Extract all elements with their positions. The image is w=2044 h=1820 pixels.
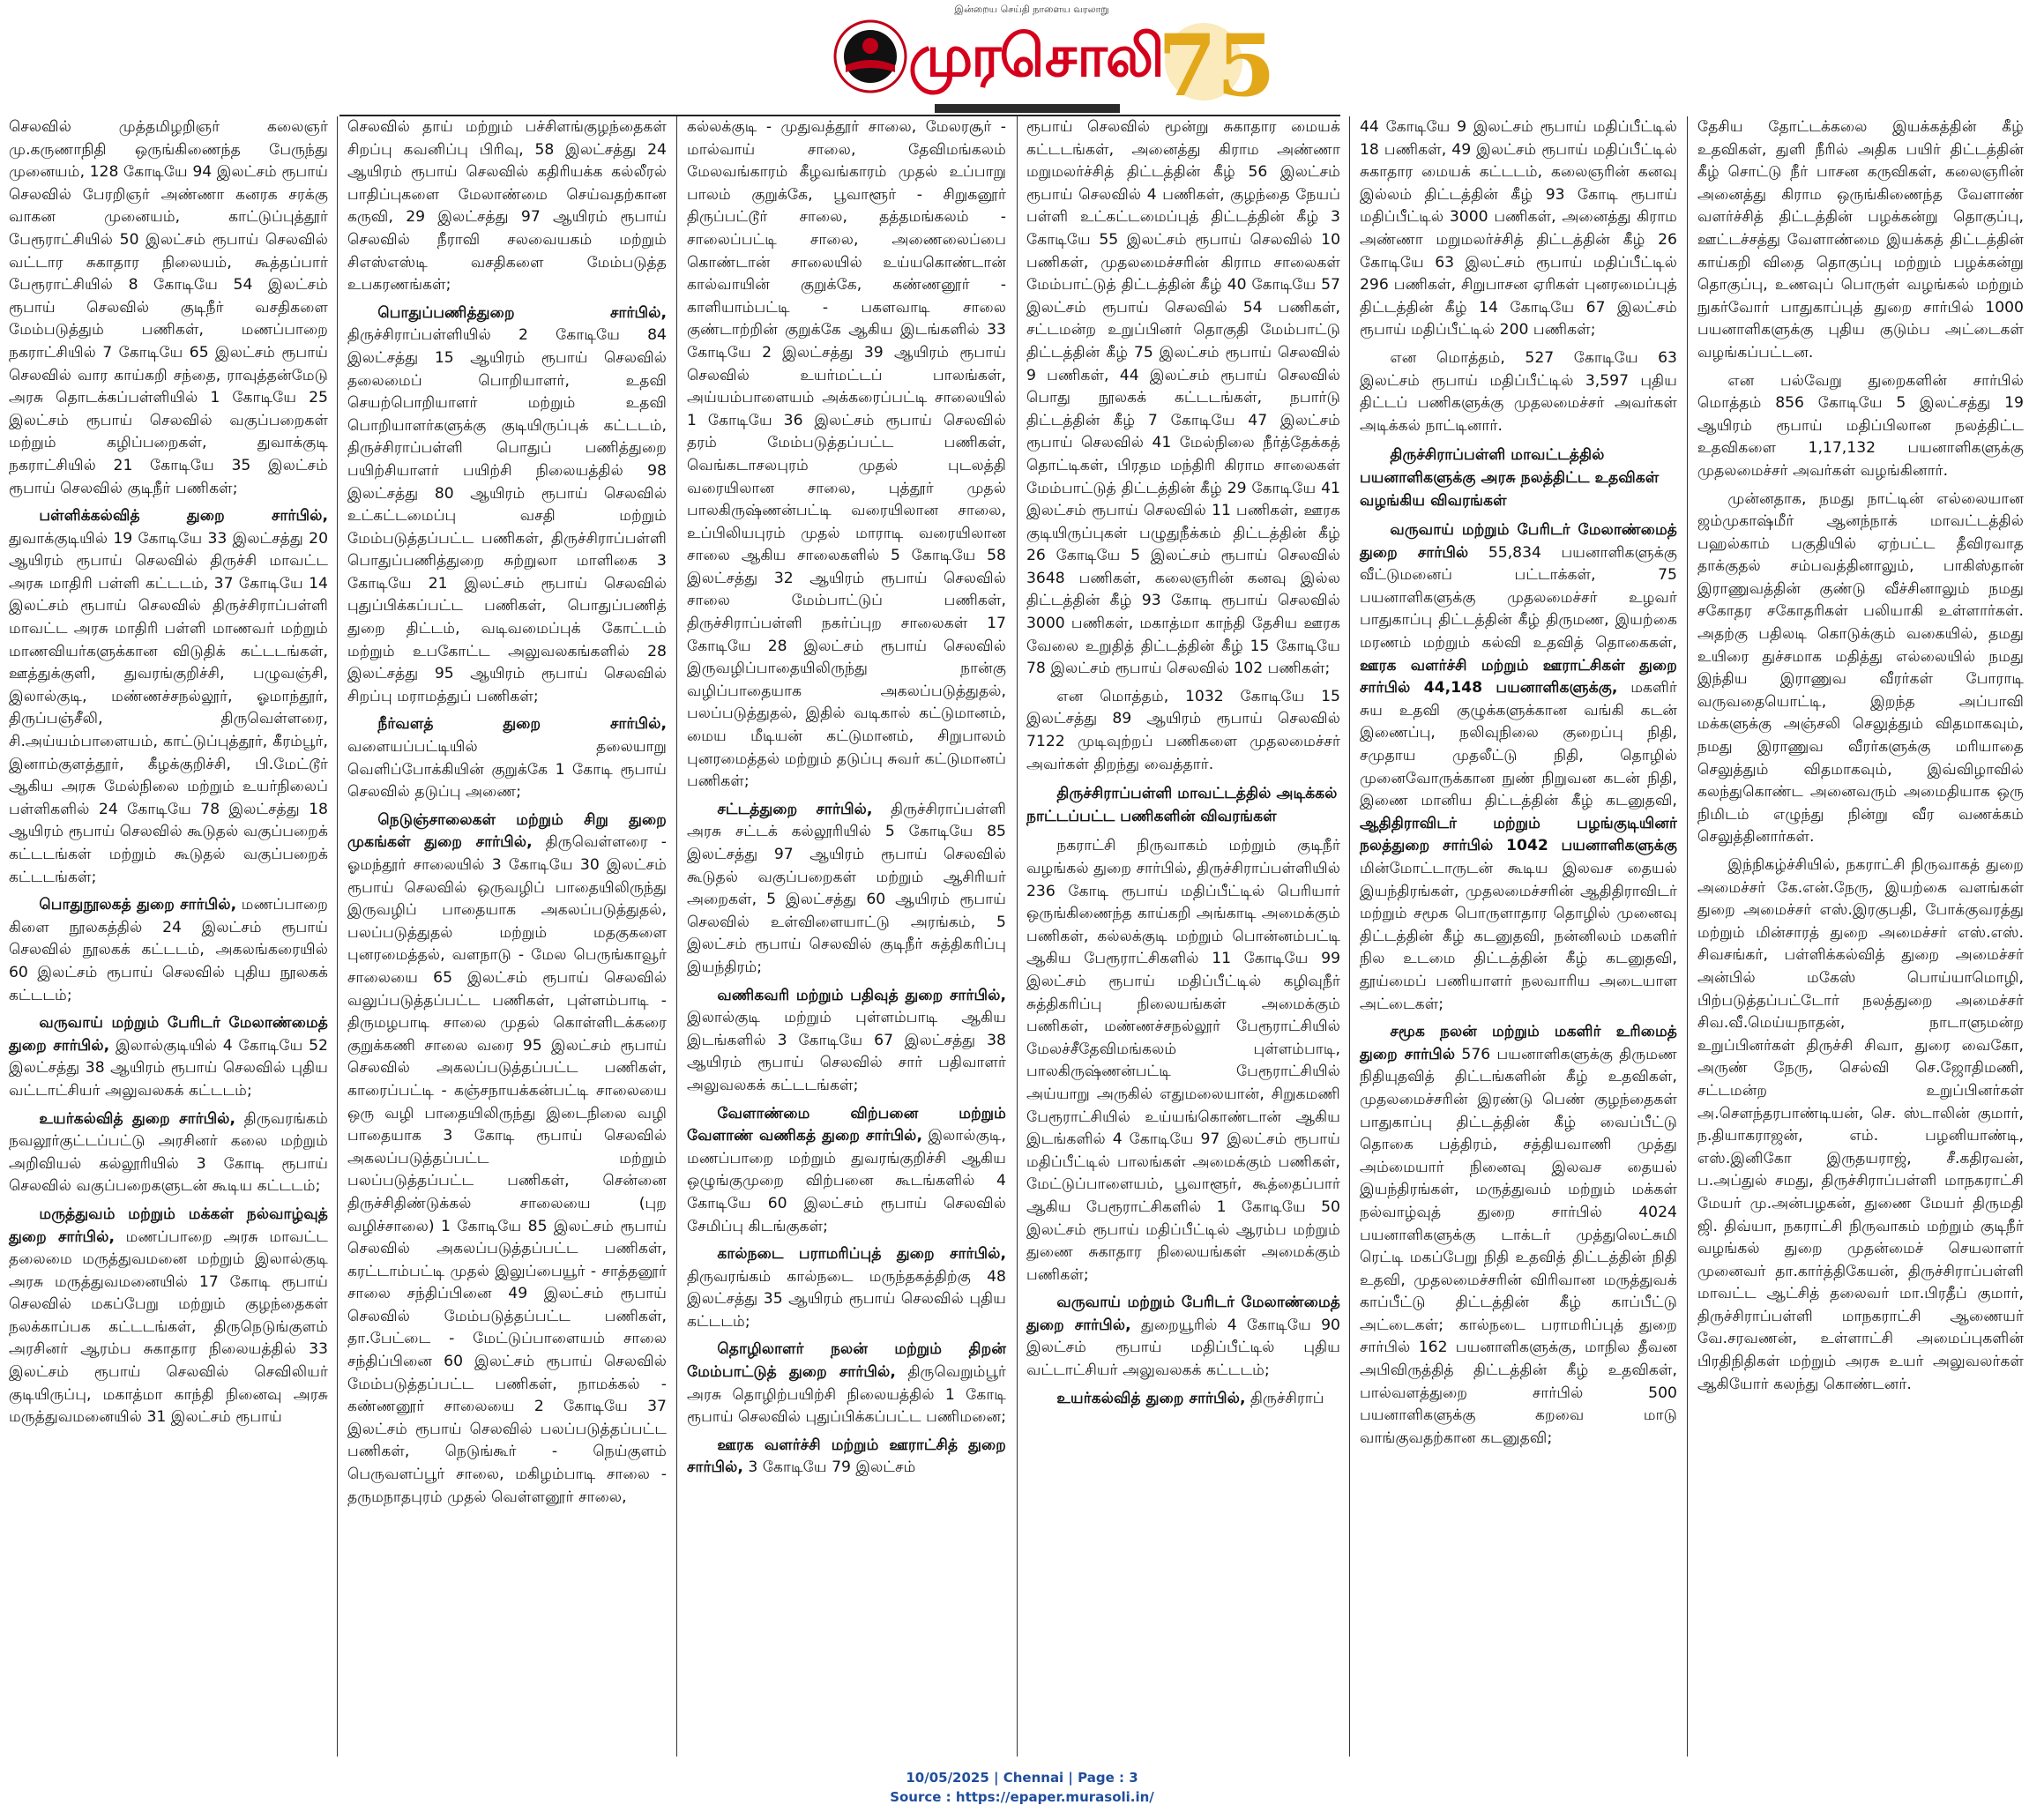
paragraph: ஊரக வளர்ச்சி மற்றும் ஊராட்சித் துறை சார்பில், 3 கோடியே 79 இலட்சம்: [687, 1436, 1006, 1477]
column-divider: [1017, 116, 1018, 1757]
paragraph: வருவாய் மற்றும் பேரிடர் மேலாண்மைத் துறை சார்பில், இலால்குடியில் 4 கோடியே 52 இலட்சத்து 38 ஆயிரம் ரூபாய் செலவில் புதிய வட்டாட்சியர் அலுவலகக் கட்டடம்;: [9, 1014, 328, 1100]
paragraph: என பல்வேறு துறைகளின் சார்பில் மொத்தம் 856 கோடியே 5 இலட்சத்து 19 ஆயிரம் ரூபாய் மதிப்பிலான நலத்திட்ட உதவிகளை 1,17,132 பயனாளிகளுக்கு முதலமைச்சர் அவர்கள் வழங்கினார்.: [1697, 371, 2024, 480]
column-divider: [1687, 116, 1688, 1757]
article-column-4: [1026, 116, 1340, 1757]
paragraph: வருவாய் மற்றும் பேரிடர் மேலாண்மைத் துறை சார்பில் 55,834 பயனாளிகளுக்கு வீட்டுமனைப் பட்டாக்கள், 75 பயனாளிகளுக்கு முதலமைச்சர் உழவர் பாதுகாப்பு திட்டத்தின் கீழ் திருமண, இயற்கை மரணம் மற்றும் கல்வி உதவித் தொகைகள், ஊரக வளர்ச்சி மற்றும் ஊராட்சிகள் துறை சார்பில் 44,148 பயனாளிகளுக்கு, மகளிர் சுய உதவி குழுக்களுக்கான வங்கி கடன் இணைப்பு, நலிவுநிலை குறைப்பு நிதி, சமுதாய முதலீட்டு நிதி, தொழில் முனைவோருக்கான நுண் நிறுவன கடன் நிதி, இணை மானிய திட்டத்தின் கீழ் கடனுதவி, ஆதிதிராவிடர் மற்றும் பழங்குடியினர் நலத்துறை சார்பில் 1042 பயனாளிகளுக்கு மின்மோட்டாருடன் கூடிய இலவச தையல் இயந்திரங்கள், முதலமைச்சரின் ஆதிதிராவிடர் மற்றும் சமூக பொருளாதார தொழில் முனைவு திட்டத்தின் கீழ் கடனுதவி, நன்னிலம் மகளிர் நில உடமை திட்டத்தின் கீழ் கடனுதவி, தூய்மைப் பணியாளர் நலவாரிய அடையாள அட்டைகள்;: [1360, 521, 1677, 1013]
masthead-logo: முரசொலி: [908, 22, 1163, 90]
paragraph: முன்னதாக, நமது நாட்டின் எல்லையான ஜம்முகாஷ்மீர் ஆனந்நாக் மாவட்டத்தில் பஹல்காம் பகுதியில் ஏற்பட்ட தீவிரவாத தாக்குதல் சம்பவத்தினாலும், பாகிஸ்தான் இராணுவத்தின் குண்டு வீச்சினாலும் நமது சகோதர சகோதரிகள் பலியாகி உள்ளார்கள். அதற்கு பதிலடி கொடுக்கும் வகையில், தமது உயிரை துச்சமாக மதித்து எல்லையில் நமது இந்திய இராணுவ வீரர்கள் போராடி வருவதையொட்டி, இறந்த அப்பாவி மக்களுக்கு அஞ்சலி செலுத்தும் விதமாகவும், நமது இராணுவ வீரர்களுக்கு மரியாதை செலுத்தும் விதமாகவும், இவ்விழாவில் கலந்துகொண்ட அனைவரும் அமைதியாக ஒரு நிமிடம் எழுந்து நின்று வீர வணக்கம் செலுத்தினார்கள்.: [1697, 489, 2024, 847]
paragraph: சட்டத்துறை சார்பில், திருச்சிராப்பள்ளி அரசு சட்டக் கல்லூரியில் 5 கோடியே 85 இலட்சத்து 97 ஆயிரம் ரூபாய் செலவில் கூடுதல் வகுப்பறைகள் மற்றும் ஆசிரியர் அறைகள், 5 இலட்சத்து 60 ஆயிரம் ரூபாய் செலவில் உள்விளையாட்டு அரங்கம், 5 இலட்சம் ரூபாய் செலவில் குடிநீர் சுத்திகரிப்பு இயந்திரம்;: [687, 800, 1007, 976]
masthead-tagline: இன்றைய செய்தி நாளைய வரலாறு: [954, 4, 1109, 15]
paragraph: ரூபாய் செலவில் மூன்று சுகாதார மையக் கட்டடங்கள், அனைத்து கிராம அண்ணா மறுமலர்ச்சித் திட்டத்தின் கீழ் 56 இலட்சம் ரூபாய் செலவில் 4 பணிகள், குழந்தை நேயப் பள்ளி உட்கட்டமைப்புத் திட்டத்தின் கீழ் 3 கோடியே 55 இலட்சம் ரூபாய் செலவில் 10 பணிகள், முதலமைச்சரின் கிராம சாலைகள் மேம்பாட்டுத் திட்டத்தின் கீழ் 40 கோடியே 57 இலட்சம் ரூபாய் செலவில் 54 பணிகள், சட்டமன்ற உறுப்பினர் தொகுதி மேம்பாட்டு திட்டத்தின் கீழ் 75 இலட்சம் ரூபாய் செலவில் 9 பணிகள், 44 இலட்சம் ரூபாய் செலவில் பொது நூலகக் கட்டடங்கள், நபார்டு திட்டத்தின் கீழ் 7 கோடியே 47 இலட்சம் ரூபாய் செலவில் 41 மேல்நிலை நீர்த்தேக்கத் தொட்டிகள், பிரதம மந்திரி கிராம சாலைகள் மேம்பாட்டுத் திட்டத்தின் கீழ் 29 கோடியே 41 இலட்சம் ரூபாய் செலவில் 11 பணிகள், ஊரக குடியிருப்புகள் பழுதுநீக்கம் திட்டத்தின் கீழ் 26 கோடியே 5 இலட்சம் ரூபாய் செலவில் 3648 பணிகள், கலைஞரின் கனவு இல்ல திட்டத்தின் கீழ் 93 கோடி ரூபாய் செலவில் 3000 பணிகள், மகாத்மா காந்தி தேசிய ஊரக வேலை உறுதித் திட்டத்தின் கீழ் 15 கோடியே 78 இலட்சம் ரூபாய் செலவில் 102 பணிகள்;: [1026, 118, 1340, 678]
logo-underline: [935, 104, 1120, 113]
column-divider: [676, 116, 677, 1757]
paragraph: வேளாண்மை விற்பனை மற்றும் வேளாண் வணிகத் துறை சார்பில், இலால்குடி, மணப்பாறை மற்றும் துவரங்குறிச்சி ஆகிய ஒழுங்குமுறை விற்பனை கூடங்களில் 4 கோடியே 60 இலட்சம் ரூபாய் செலவில் சேமிப்பு கிடங்குகள்;: [687, 1104, 1006, 1235]
paragraph: தேசிய தோட்டக்கலை இயக்கத்தின் கீழ் உதவிகள், துளி நீரில் அதிக பயிர் திட்டத்தின் கீழ் சொட்டு நீர் பாசன கருவிகள், கலைஞரின் அனைத்து கிராம ஒருங்கிணைந்த வேளாண் வளர்ச்சித் திட்டத்தின் பழக்கன்று தொகுப்பு, ஊட்டச்சத்து வேளாண்மை இயக்கத் திட்டத்தின் காய்கறி விதை தொகுப்பு மற்றும் பழக்கன்று தொகுப்பு, உணவுப் பொருள் வழங்கல் மற்றும் நுகர்வோர் பாதுகாப்புத் துறை சார்பில் 1000 பயனாளிகளுக்கு புதிய குடும்ப அட்டைகள் வழங்கப்பட்டன.: [1697, 118, 2024, 362]
article-column-6: [1697, 116, 2024, 1757]
article-column-5: [1360, 116, 1677, 1757]
masthead: [0, 0, 2044, 119]
section-heading: திருச்சிராப்பள்ளி மாவட்டத்தில் அடிக்கல் நாட்டப்பட்ட பணிகளின் விவரங்கள்: [1026, 785, 1338, 825]
paragraph: கால்நடை பராமரிப்புத் துறை சார்பில், திருவரங்கம் கால்நடை மருந்தகத்திற்கு 48 இலட்சத்து 35 ஆயிரம் ரூபாய் செலவில் புதிய கட்டடம்;: [687, 1245, 1006, 1331]
article-column-1: [9, 116, 328, 1757]
paragraph: பொதுப்பணித்துறை சார்பில், திருச்சிராப்பள்ளியில் 2 கோடியே 84 இலட்சத்து 15 ஆயிரம் ரூபாய் செலவில் தலைமைப் பொறியாளர், உதவி செயற்பொறியாளர் மற்றும் உதவி பொறியாளர்களுக்கு குடியிருப்புக் கட்டடம், திருச்சிராப்பள்ளி பொதுப் பணித்துறை பயிற்சியாளர் பயிற்சி நிலையத்தில் 98 இலட்சத்து 80 ஆயிரம் ரூபாய் செலவில் உட்கட்டமைப்பு வசதி மற்றும் மேம்படுத்தப்பட்ட பணிகள், திருச்சிராப்பள்ளி பொதுப்பணித்துறை சுற்றுலா மாளிகை 3 கோடியே 21 இலட்சம் ரூபாய் செலவில் புதுப்பிக்கப்பட்ட பணிகள், பொதுப்பணித் துறை திட்டம், வடிவமைப்புக் கோட்டம் மற்றும் உபகோட்ட அலுவலகங்களில் 28 இலட்சத்து 95 ஆயிரம் ரூபாய் செலவில் சிறப்பு மராமத்துப் பணிகள்;: [347, 303, 667, 705]
paragraph: செலவில் தாய் மற்றும் பச்சிளங்குழந்தைகள் சிறப்பு கவனிப்பு பிரிவு, 58 இலட்சத்து 24 ஆயிரம் ரூபாய் செலவில் கதிரியக்க கல்லீரல் பாதிப்புகளை மேலாண்மை செய்வதற்கான கருவி, 29 இலட்சத்து 97 ஆயிரம் ரூபாய் செலவில் நீராவி சலவையகம் மற்றும் சிஎஸ்எஸ்டி வசதிகளை மேம்படுத்த உபகரணங்கள்;: [347, 118, 667, 295]
paragraph: உயர்கல்வித் துறை சார்பில், திருவரங்கம் நவலூர்குட்டப்பட்டு அரசினர் கலை மற்றும் அறிவியல் கல்லூரியில் 3 கோடி ரூபாய் செலவில் வகுப்பறைகளுடன் கூடிய கட்டடம்;: [9, 1109, 329, 1196]
paragraph: சமூக நலன் மற்றும் மகளிர் உரிமைத் துறை சார்பில் 576 பயனாளிகளுக்கு திருமண நிதியுதவித் திட்டங்களின் கீழ் உதவிகள், முதலமைச்சரின் இரண்டு பெண் குழந்தைகள் பாதுகாப்பு திட்டத்தின் கீழ் வைப்பீட்டு தொகை பத்திரம், சத்தியவாணி முத்து அம்மையார் நினைவு இலவச தையல் இயந்திரங்கள், மருத்துவம் மற்றும் மக்கள் நல்வாழ்வுத் துறை சார்பில் 4024 பயனாளிகளுக்கு டாக்டர் முத்துலெட்சுமி ரெட்டி மகப்பேறு நிதி உதவித் திட்டத்தின் நிதி உதவி, முதலமைச்சரின் விரிவான மருத்துவக் காப்பீட்டு திட்டத்தின் கீழ் காப்பீட்டு அட்டைகள்; கால்நடை பராமரிப்புத் துறை சார்பில் 162 பயனாளிகளுக்கு, மாநில தீவன அபிவிருத்தித் திட்டத்தின் கீழ் உதவிகள், பால்வளத்துறை சார்பில் 500 பயனாளிகளுக்கு கறவை மாடு வாங்குவதற்கான கடனுதவி;: [1360, 1023, 1677, 1447]
paragraph: தொழிலாளர் நலன் மற்றும் திறன் மேம்பாட்டுத் துறை சார்பில், திருவெறும்பூர் அரசு தொழிற்பயிற்சி நிலையத்தில் 1 கோடி ரூபாய் செலவில் புதுப்பிக்கப்பட்ட பணிமனை;: [687, 1340, 1007, 1427]
paragraph: பள்ளிக்கல்வித் துறை சார்பில், துவாக்குடியில் 19 கோடியே 33 இலட்சத்து 20 ஆயிரம் ரூபாய் செலவில் திருச்சி மாவட்ட அரசு மாதிரி பள்ளி கட்டடம், 37 கோடியே 14 இலட்சம் ரூபாய் செலவில் திருச்சிராப்பள்ளி மாவட்ட அரசு மாதிரி பள்ளி மாணவர் மற்றும் மாணவியர்களுக்கான விடுதிக் கட்டடங்கள், ஊத்துக்குளி, துவரங்குறிச்சி, பழுவஞ்சி, இலால்குடி, மண்ணச்சநல்லூர், ஓமாந்தூர், திருப்பஞ்சீலி, திருவெள்ளரை, சி.அய்யம்பாளையம், காட்டுப்புத்தூர், கீரம்பூர், இனாம்குளத்தூர், கீழக்குறிச்சி, பி.மேட்டூர் ஆகிய அரசு மேல்நிலை மற்றும் உயர்நிலைப் பள்ளிகளில் 24 கோடியே 78 இலட்சத்து 18 ஆயிரம் ரூபாய் செலவில் கூடுதல் வகுப்பறைக் கட்டடங்கள் மற்றும் கூடுதல் வகுப்பறைக் கட்டடங்கள்;: [9, 507, 328, 886]
paragraph: நீர்வளத் துறை சார்பில், வளையப்பட்டியில் தலையாறு வெளிப்போக்கியின் குறுக்கே 1 கோடி ரூபாய் செலவில் தடுப்பு அணை;: [347, 715, 667, 802]
footer-source: Source : https://epaper.murasoli.in/: [890, 1789, 1154, 1805]
paragraph: உயர்கல்வித் துறை சார்பில், திருச்சிராப்: [1056, 1389, 1324, 1407]
paragraph: வருவாய் மற்றும் பேரிடர் மேலாண்மைத் துறை சார்பில், துறையூரில் 4 கோடியே 90 இலட்சம் ரூபாய் மதிப்பீட்டில் புதிய வட்டாட்சியர் அலுவலகக் கட்டடம்;: [1026, 1294, 1340, 1380]
paragraph: மருத்துவம் மற்றும் மக்கள் நல்வாழ்வுத் துறை சார்பில், மணப்பாறை அரசு மாவட்ட தலைமை மருத்துவமனை மற்றும் இலால்குடி அரசு மருத்துவமனையில் 17 கோடி ரூபாய் செலவில் மகப்பேறு மற்றும் குழந்தைகள் நலக்காப்பக கட்டடங்கள், திருநெடுங்குளம் அரசினர் ஆரம்ப சுகாதார நிலையத்தில் 33 இலட்சம் ரூபாய் செலவில் செவிலியர் குடியிருப்பு, மகாத்மா காந்தி நினைவு அரசு மருத்துவமனையில் 31 இலட்சம் ரூபாய்: [9, 1205, 328, 1427]
column-divider: [1349, 116, 1350, 1757]
paragraph: செலவில் முத்தமிழறிஞர் கலைஞர் மு.கருணாநிதி ஒருங்கிணைந்த பேருந்து முனையம், 128 கோடியே 94 இலட்சம் ரூபாய் செலவில் பேரறிஞர் அண்ணா கனரக சரக்கு வாகன முனையம், காட்டுப்புத்தூர் பேரூராட்சியில் 50 இலட்சம் ரூபாய் செலவில் வட்டார சுகாதார நிலையம், கூத்தப்பார் பேரூராட்சியில் 8 கோடியே 54 இலட்சம் ரூபாய் செலவில் குடிநீர் வசதிகளை மேம்படுத்தும் பணிகள், மணப்பாறை நகராட்சியில் 7 கோடியே 65 இலட்சம் ரூபாய் செலவில் வார காய்கறி சந்தை, ராவுத்தன்மேடு அரசு தொடக்கப்பள்ளியில் 1 கோடியே 25 இலட்சம் ரூபாய் செலவில் வகுப்பறைகள் மற்றும் கழிப்பறைகள், துவாக்குடி நகராட்சியில் 21 கோடியே 35 இலட்சம் ரூபாய் செலவில் குடிநீர் பணிகள்;: [9, 118, 328, 497]
paragraph: பொதுநூலகத் துறை சார்பில், மணப்பாறை கிளை நூலகத்தில் 24 இலட்சம் ரூபாய் செலவில் நூலகக் கட்டடம், அகலங்கரையில் 60 இலட்சம் ரூபாய் செலவில் புதிய நூலகக் கட்டடம்;: [9, 896, 329, 1004]
footer-date-edition: 10/05/2025 | Chennai | Page : 3: [906, 1770, 1138, 1786]
anniversary-number: 75: [1158, 16, 1276, 116]
page-footer: [0, 1768, 2044, 1807]
article-column-3: [687, 116, 1006, 1757]
paragraph: என மொத்தம், 1032 கோடியே 15 இலட்சத்து 89 ஆயிரம் ரூபாய் செலவில் 7122 முடிவுற்றப் பணிகளை முதலமைச்சர் அவர்கள் திறந்து வைத்தார்.: [1026, 687, 1340, 773]
section-heading: திருச்சிராப்பள்ளி மாவட்டத்தில் பயனாளிகளுக்கு அரசு நலத்திட்ட உதவிகள் வழங்கிய விவரங்கள்: [1360, 446, 1660, 510]
anniversary-75-badge: [1133, 9, 1276, 116]
paragraph: வணிகவரி மற்றும் பதிவுத் துறை சார்பில், இலால்குடி மற்றும் புள்ளம்பாடி ஆகிய இடங்களில் 3 கோடியே 67 இலட்சத்து 38 ஆயிரம் ரூபாய் செலவில் சார் பதிவாளர் அலுவலகக் கட்டடங்கள்;: [687, 986, 1006, 1094]
paragraph: நெடுஞ்சாலைகள் மற்றும் சிறு துறை முகங்கள் துறை சார்பில், திருவெள்ளரை - ஓமந்தூர் சாலையில் 3 கோடியே 30 இலட்சம் ரூபாய் செலவில் ஒருவழிப் பாதையிலிருந்து இருவழிப் பாதையாக அகலப்படுத்துதல், பலப்படுத்துதல் மற்றும் மதகுகளை புனரமைத்தல், வளநாடு - மேல பெருங்காவூர் சாலையை 65 இலட்சம் ரூபாய் செலவில் வலுப்படுத்தப்பட்ட பணிகள், புள்ளம்பாடி - திருமழபாடி சாலை முதல் கொள்ளிடக்கரை குறுக்கணி சாலை வரை 95 இலட்சம் ரூபாய் செலவில் அகலப்படுத்தப்பட்ட பணிகள், காரைப்பட்டி - கஞ்சநாயக்கன்பட்டி சாலையை ஒரு வழி பாதையிலிருந்து இடைநிலை வழி பாதையாக 3 கோடி ரூபாய் செலவில் அகலப்படுத்தப்பட்ட மற்றும் பலப்படுத்தப்பட்ட பணிகள், சென்னை திருச்சிதிண்டுக்கல் சாலையை (புற வழிச்சாலை) 1 கோடியே 85 இலட்சம் ரூபாய் செலவில் அகலப்படுத்தப்பட்ட பணிகள், கரட்டாம்பட்டி முதல் இலுப்பையூர் - சாத்தனூர் சாலை சந்திப்பினை 49 இலட்சம் ரூபாய் செலவில் மேம்படுத்தப்பட்ட பணிகள், தா.பேட்டை - மேட்டுப்பாளையம் சாலை சந்திப்பினை 60 இலட்சம் ரூபாய் செலவில் மேம்படுத்தப்பட்ட பணிகள், நாமக்கல் - கண்ணனூர் சாலையை 2 கோடியே 37 இலட்சம் ரூபாய் செலவில் பலப்படுத்தப்பட்ட பணிகள், நெடுங்கூர் - நெய்குளம் பெருவளப்பூர் சாலை, மகிழம்பாடி சாலை - தருமநாதபுரம் முதல் வெள்ளனூர் சாலை,: [347, 810, 667, 1506]
column-divider: [337, 116, 338, 1757]
paragraph: கல்லக்குடி - முதுவத்தூர் சாலை, மேலரசூர் - மால்வாய் சாலை, தேவிமங்கலம் மேலவங்காரம் கீழவங்காரம் முதல் உப்பாறு பாலம் குறுக்கே, பூவாளூர் - சிறுகனூர் திருப்பட்டூர் சாலை, தத்தமங்கலம் - சாலைப்பட்டி சாலை, அணைலைப்பை கொண்டான் சாலையில் உய்யகொண்டான் கால்வாயின் குறுக்கே, கண்ணனூர் - காளியாம்பட்டி - பகளவாடி சாலை குண்டாற்றின் குறுக்கே ஆகிய இடங்களில் 33 கோடியே 2 இலட்சத்து 39 ஆயிரம் ரூபாய் செலவில் உயர்மட்டப் பாலங்கள், அய்யம்பாளையம் அக்கரைப்பட்டி சாலையில் 1 கோடியே 36 இலட்சம் ரூபாய் செலவில் தரம் மேம்படுத்தப்பட்ட பணிகள், வெங்கடாசலபுரம் முதல் புடலத்தி வரையிலான சாலை, புத்தூர் முதல் பாலகிருஷ்ணன்பட்டி வரையிலான சாலை, உப்பிலியபுரம் முதல் மாராடி வரையிலான சாலை ஆகிய சாலைகளில் 5 கோடியே 58 இலட்சத்து 32 ஆயிரம் ரூபாய் செலவில் சாலை மேம்பாட்டுப் பணிகள், திருச்சிராப்பள்ளி நகர்ப்புற சாலைகள் 17 கோடியே 28 இலட்சம் ரூபாய் செலவில் இருவழிப்பாதையிலிருந்து நான்கு வழிப்பாதையாக அகலப்படுத்துதல், பலப்படுத்துதல், இதில் வடிகால் கட்டுமானம், மைய மீடியன் கட்டுமானம், சிறுபாலம் புனரமைத்தல் மற்றும் தடுப்பு சுவர் கட்டுமானப் பணிகள்;: [687, 118, 1006, 791]
rising-sun-emblem-icon: [833, 19, 907, 93]
paragraph: 44 கோடியே 9 இலட்சம் ரூபாய் மதிப்பீட்டில் 18 பணிகள், 49 இலட்சம் ரூபாய் மதிப்பீட்டில் சுகாதார மையக் கட்டடம், கலைஞரின் கனவு இல்லம் திட்டத்தின் கீழ் 93 கோடி ரூபாய் மதிப்பீட்டில் 3000 பணிகள், அனைத்து கிராம அண்ணா மறுமலர்ச்சித் திட்டத்தின் கீழ் 26 கோடியே 63 இலட்சம் ரூபாய் மதிப்பீட்டில் 296 பணிகள், சிறுபாசன ஏரிகள் புனரமைப்புத் திட்டத்தின் கீழ் 14 கோடியே 67 இலட்சம் ரூபாய் மதிப்பீட்டில் 200 பணிகள்;: [1360, 118, 1677, 339]
paragraph: நகராட்சி நிருவாகம் மற்றும் குடிநீர் வழங்கல் துறை சார்பில், திருச்சிராப்பள்ளியில் 236 கோடி ரூபாய் மதிப்பீட்டில் பெரியார் ஒருங்கிணைந்த காய்கறி அங்காடி அமைக்கும் பணிகள், கல்லக்குடி மற்றும் பொன்னம்பட்டி ஆகிய பேரூராட்சிகளில் 11 கோடியே 99 இலட்சம் ரூபாய் மதிப்பீட்டில் கழிவுநீர் சுத்திகரிப்பு நிலையங்கள் அமைக்கும் பணிகள், மண்ணச்சநல்லூர் பேரூராட்சியில் மேலச்சீதேவிமங்கலம் புள்ளம்பாடி, பாலகிருஷ்ணன்பட்டி பேரூராட்சியில் அய்யாறு அருகில் எதுமலையான், சிறுகமணி பேரூராட்சியில் உய்யங்கொண்டான் ஆகிய இடங்களில் 4 கோடியே 97 இலட்சம் ரூபாய் மதிப்பீட்டில் பாலங்கள் அமைக்கும் பணிகள், மேட்டுப்பாளையம், பூவாளூர், கூத்தைப்பார் ஆகிய பேரூராட்சிகளில் 1 கோடியே 50 இலட்சம் ரூபாய் மதிப்பீட்டில் ஆரம்ப மற்றும் துணை சுகாதார நிலையங்கள் அமைக்கும் பணிகள்;: [1026, 837, 1340, 1284]
article-column-2: [347, 116, 667, 1757]
paragraph: இந்நிகழ்ச்சியில், நகராட்சி நிருவாகத் துறை அமைச்சர் கே.என்.நேரு, இயற்கை வளங்கள் துறை அமைச்சர் எஸ்.இரகுபதி, போக்குவரத்து மற்றும் மின்சாரத் துறை அமைச்சர் எஸ்.எஸ். சிவசங்கர், பள்ளிக்கல்வித் துறை அமைச்சர் அன்பில் மகேஸ் பொய்யாமொழி, பிற்படுத்தப்பட்டோர் நலத்துறை அமைச்சர் சிவ.வீ.மெய்யநாதன், நாடாளுமன்ற உறுப்பினர்கள் திருச்சி சிவா, துரை வைகோ, அருண் நேரு, செல்வி செ.ஜோதிமணி, சட்டமன்ற உறுப்பினர்கள் அ.சௌந்தரபாண்டியன், செ. ஸ்டாலின் குமார், ந.தியாகராஜன், எம். பழனியாண்டி, எஸ்.இனிகோ இருதயராஜ், சீ.கதிரவன், ப.அப்துல் சமது, திருச்சிராப்பள்ளி மாநகராட்சி மேயர் மு.அன்பழகன், துணை மேயர் திருமதி ஜி. திவ்யா, நகராட்சி நிருவாகம் மற்றும் குடிநீர் வழங்கல் துறை முதன்மைச் செயலாளர் முனைவர் தா.கார்த்திகேயன், திருச்சிராப்பள்ளி மாவட்ட ஆட்சித் தலைவர் மா.பிரதீப் குமார், திருச்சிராப்பள்ளி மாநகராட்சி ஆணையர் வே.சரவணன், உள்ளாட்சி அமைப்புகளின் பிரதிநிதிகள் மற்றும் அரசு உயர் அலுவலர்கள் ஆகியோர் கலந்து கொண்டனர்.: [1697, 856, 2024, 1393]
paragraph: என மொத்தம், 527 கோடியே 63 இலட்சம் ரூபாய் மதிப்பீட்டில் 3,597 புதிய திட்டப் பணிகளுக்கு முதலமைச்சர் அவர்கள் அடிக்கல் நாட்டினார்.: [1360, 348, 1677, 435]
